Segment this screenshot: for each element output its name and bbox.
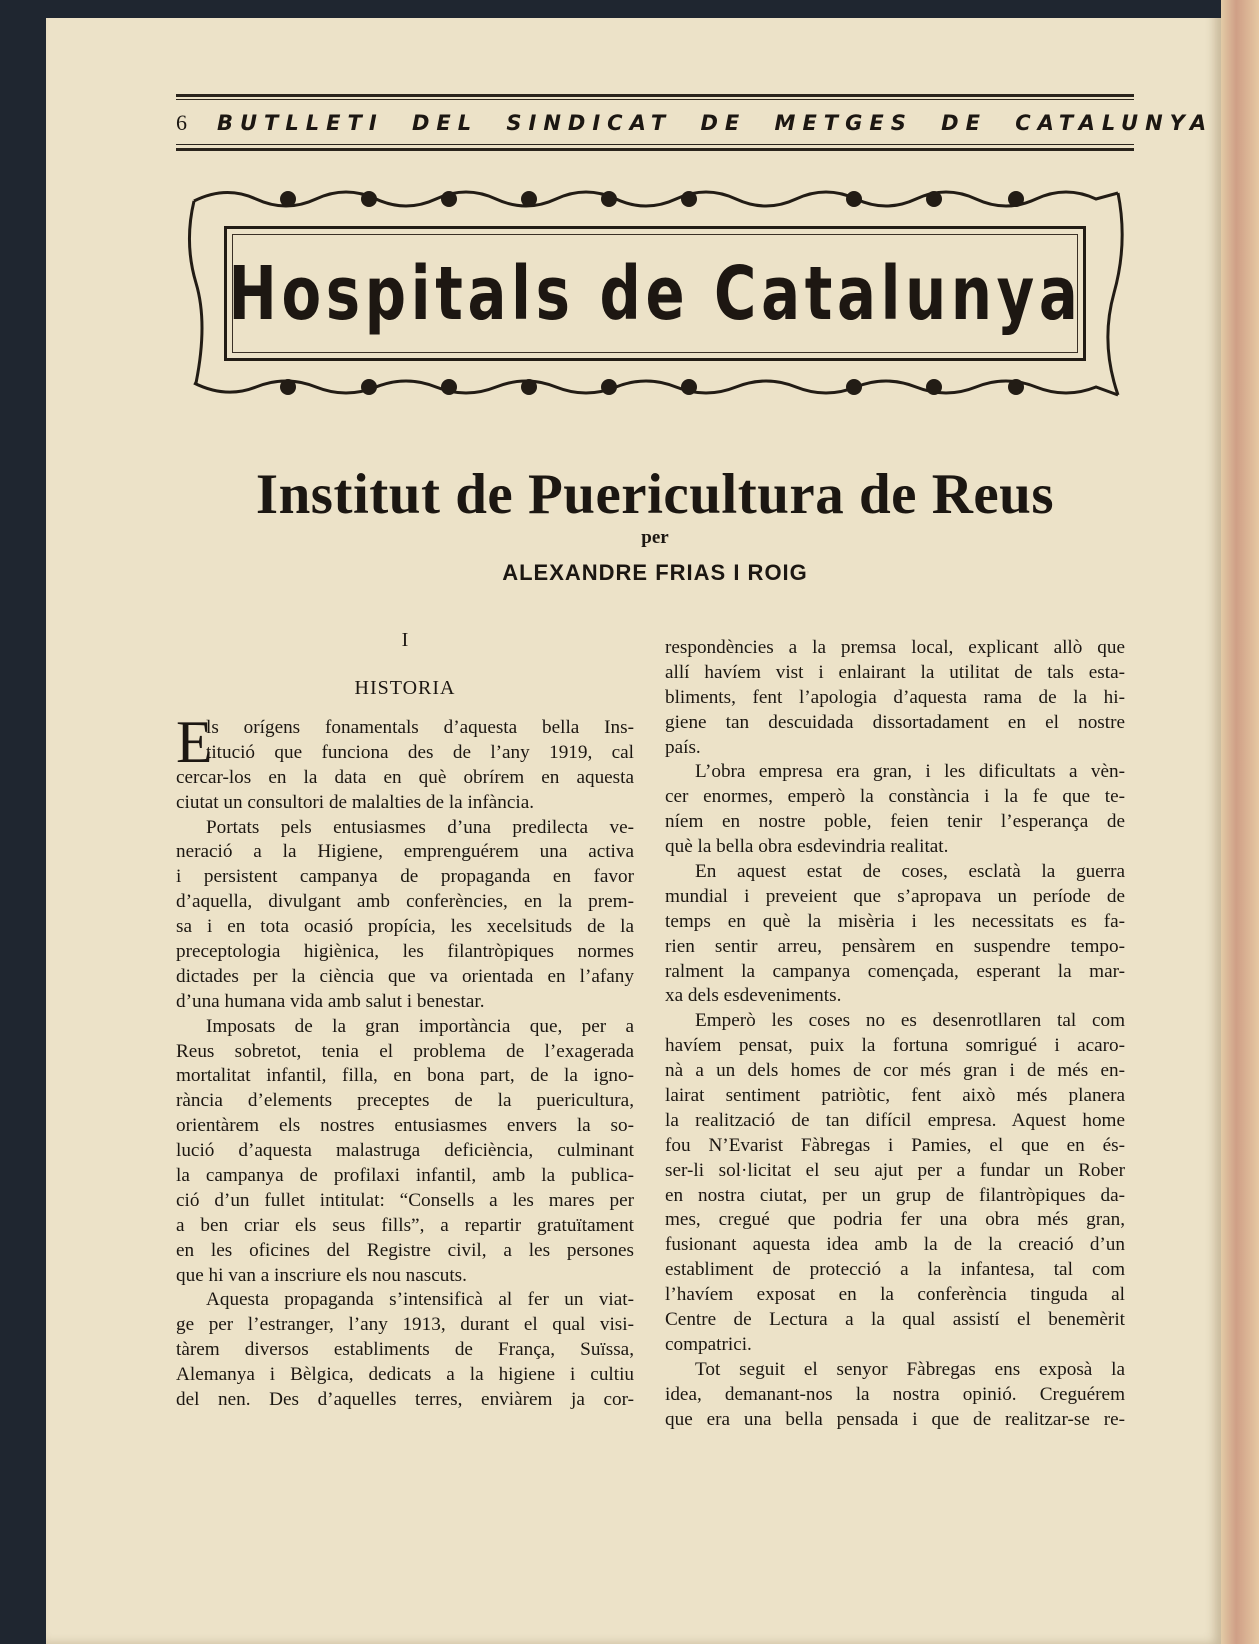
text-line: en nostra ciutat, per un grup de filantròpiques da-	[665, 1184, 1125, 1206]
text-line: titució que funciona des de l’any 1919, cal	[206, 741, 634, 763]
banner-frame	[224, 226, 1086, 361]
text-line: la realització de tan difícil empresa. Aquest home	[665, 1109, 1125, 1131]
paragraph-block	[176, 709, 634, 1413]
drop-cap: E	[176, 709, 213, 775]
text-line: ge per l’estranger, l’any 1913, durant el qual visi-	[176, 1314, 634, 1336]
text-line: rància d’elements preceptes de la puericultura,	[176, 1090, 634, 1112]
text-line: compatrici.	[665, 1333, 752, 1355]
text-line: nà a un dels homes de cor més gran i de més en-	[665, 1060, 1125, 1082]
section-heading: HISTORIA	[354, 677, 456, 699]
right-column	[665, 636, 1125, 1433]
text-line: què la bella obra esdevindria realitat.	[665, 836, 949, 858]
text-line: Alemanya i Bèlgica, dedicats a la higiene i cultiu	[176, 1364, 634, 1386]
text-line: rien sentir arreu, pensàrem en suspendre tempo-	[665, 935, 1125, 957]
text-line: fou N’Evarist Fàbregas i Pamies, el que en és-	[665, 1134, 1125, 1156]
text-line: que era una bella pensada i que de realitzar-se re-	[665, 1408, 1125, 1430]
text-line: ser-li sol·licitat el seu ajut per a fundar un Rober	[665, 1159, 1125, 1181]
left-column	[176, 628, 634, 1413]
text-line: Portats pels entusiasmes d’una predilecta ve-	[206, 816, 634, 838]
text-line: Emperò les coses no es desenrotllaren tal com	[695, 1010, 1125, 1032]
banner-title: Hospitals de Catalunya	[227, 250, 1083, 337]
text-line: L’obra empresa era gran, i les dificultats a vèn-	[695, 761, 1125, 783]
text-line: lució d’aquesta malastruga deficiència, culminant	[176, 1140, 634, 1162]
text-line: la campanya de profilaxi infantil, amb la publica-	[176, 1165, 634, 1187]
text-line: respondències a la premsa local, explicant allò que	[665, 637, 1125, 658]
text-line: dictades per la ciència que va orientada en l’afany	[176, 965, 634, 987]
text-line: níem en nostre poble, feien tenir l’esperança de	[665, 811, 1125, 833]
author-name: ALEXANDRE FRIAS I ROIG	[502, 560, 808, 585]
text-line: orientàrem els nostres entusiasmes envers la so-	[176, 1115, 634, 1137]
text-line: ralment la campanya començada, esperant la mar-	[665, 960, 1125, 982]
text-line: lairat sentiment patriòtic, fent això més planera	[665, 1085, 1125, 1107]
book-edge	[1221, 0, 1259, 1644]
text-line: Aquesta propaganda s’intensificà al fer un viat-	[206, 1289, 634, 1311]
text-line: a ben criar els seus fills”, a repartir gratuïtament	[176, 1214, 634, 1236]
text-line: del nen. Des d’aquelles terres, enviàrem ja cor-	[176, 1389, 634, 1411]
scan-border	[46, 0, 1221, 18]
text-line: d’una humana vida amb salut i benestar.	[176, 990, 485, 1012]
text-line: d’aquella, divulgant amb conferències, en la prem-	[176, 891, 634, 913]
text-line: fusionant aquesta idea amb la de la creació d’un	[665, 1234, 1125, 1256]
text-line: en les oficines del Registre civil, a les persones	[176, 1239, 634, 1261]
text-line: mortalitat infantil, filla, en bona part, de la igno-	[176, 1065, 634, 1087]
running-title: BUTLLETI DEL SINDICAT DE METGES DE CATALUNYA	[217, 111, 1214, 135]
text-line: sa i en tota ocasió propícia, les xecelsituds de la	[176, 916, 634, 938]
text-line: giene tan descuidada dissortadament en el nostre	[665, 711, 1125, 733]
header-rule-top-thin	[176, 99, 1134, 100]
text-line: preceptologia higiènica, les filantròpiques normes	[176, 941, 634, 963]
page-number: 6	[176, 110, 187, 135]
text-line: ciutat un consultori de malalties de la infància.	[176, 791, 535, 813]
article-title: Institut de Puericultura de Reus	[255, 463, 1055, 526]
text-line: cer enormes, emperò la constància i la fe que te-	[665, 786, 1125, 808]
text-line: cercar-los en la data en què obrírem en aquesta	[176, 766, 634, 788]
text-line: Centre de Lectura a la qual assistí el benemèrit	[665, 1309, 1125, 1331]
header-rule-top	[176, 94, 1134, 97]
text-line: tàrem diversos establiments de França, Suïssa,	[176, 1339, 634, 1361]
text-line: En aquest estat de coses, esclatà la guerra	[695, 861, 1125, 883]
text-line: país.	[665, 736, 701, 758]
header-rule-bottom-thin	[176, 144, 1134, 145]
text-line: Tot seguit el senyor Fàbregas ens exposà la	[695, 1358, 1125, 1380]
text-line: neració a la Higiene, emprenguérem una activa	[176, 841, 634, 863]
text-line: idea, demanant-nos la nostra opinió. Creguérem	[665, 1383, 1125, 1405]
text-line: bliments, fent l’apologia d’aquesta rama de la hi-	[665, 686, 1125, 708]
text-line: l’havíem exposat en la conferència tinguda al	[665, 1284, 1125, 1306]
running-head	[176, 106, 1214, 140]
text-line: ls orígens fonamentals d’aquesta bella Ins-	[206, 717, 634, 738]
text-line: ció d’un fullet intitulat: “Consells a les mares per	[176, 1189, 634, 1211]
text-line: mundial i preveient que s’apropava un període de	[665, 885, 1125, 907]
text-line: establiment de protecció a la infantesa, tal com	[665, 1259, 1125, 1281]
text-line: que hi van a inscriure els nou nascuts.	[176, 1264, 467, 1286]
text-line: xa dels esdeveniments.	[665, 985, 842, 1007]
text-line: Imposats de la gran importància que, per a	[206, 1015, 634, 1037]
text-line: Reus sobretot, tenia el problema de l’exagerada	[176, 1040, 634, 1062]
text-line: i persistent campanya de propaganda en favor	[176, 866, 634, 888]
header-rule-bottom	[176, 148, 1134, 151]
byline-per: per	[641, 527, 669, 548]
text-line: allí havíem vist i enlairant la utilitat de tals esta-	[665, 661, 1125, 683]
text-line: temps en què la misèria i les necessitats es fa-	[665, 910, 1125, 932]
text-line: mes, cregué que podria fer una obra més gran,	[665, 1209, 1125, 1231]
section-number: I	[401, 629, 409, 651]
text-line: havíem pensat, puix la fortuna somrigué i acaro-	[665, 1035, 1125, 1057]
